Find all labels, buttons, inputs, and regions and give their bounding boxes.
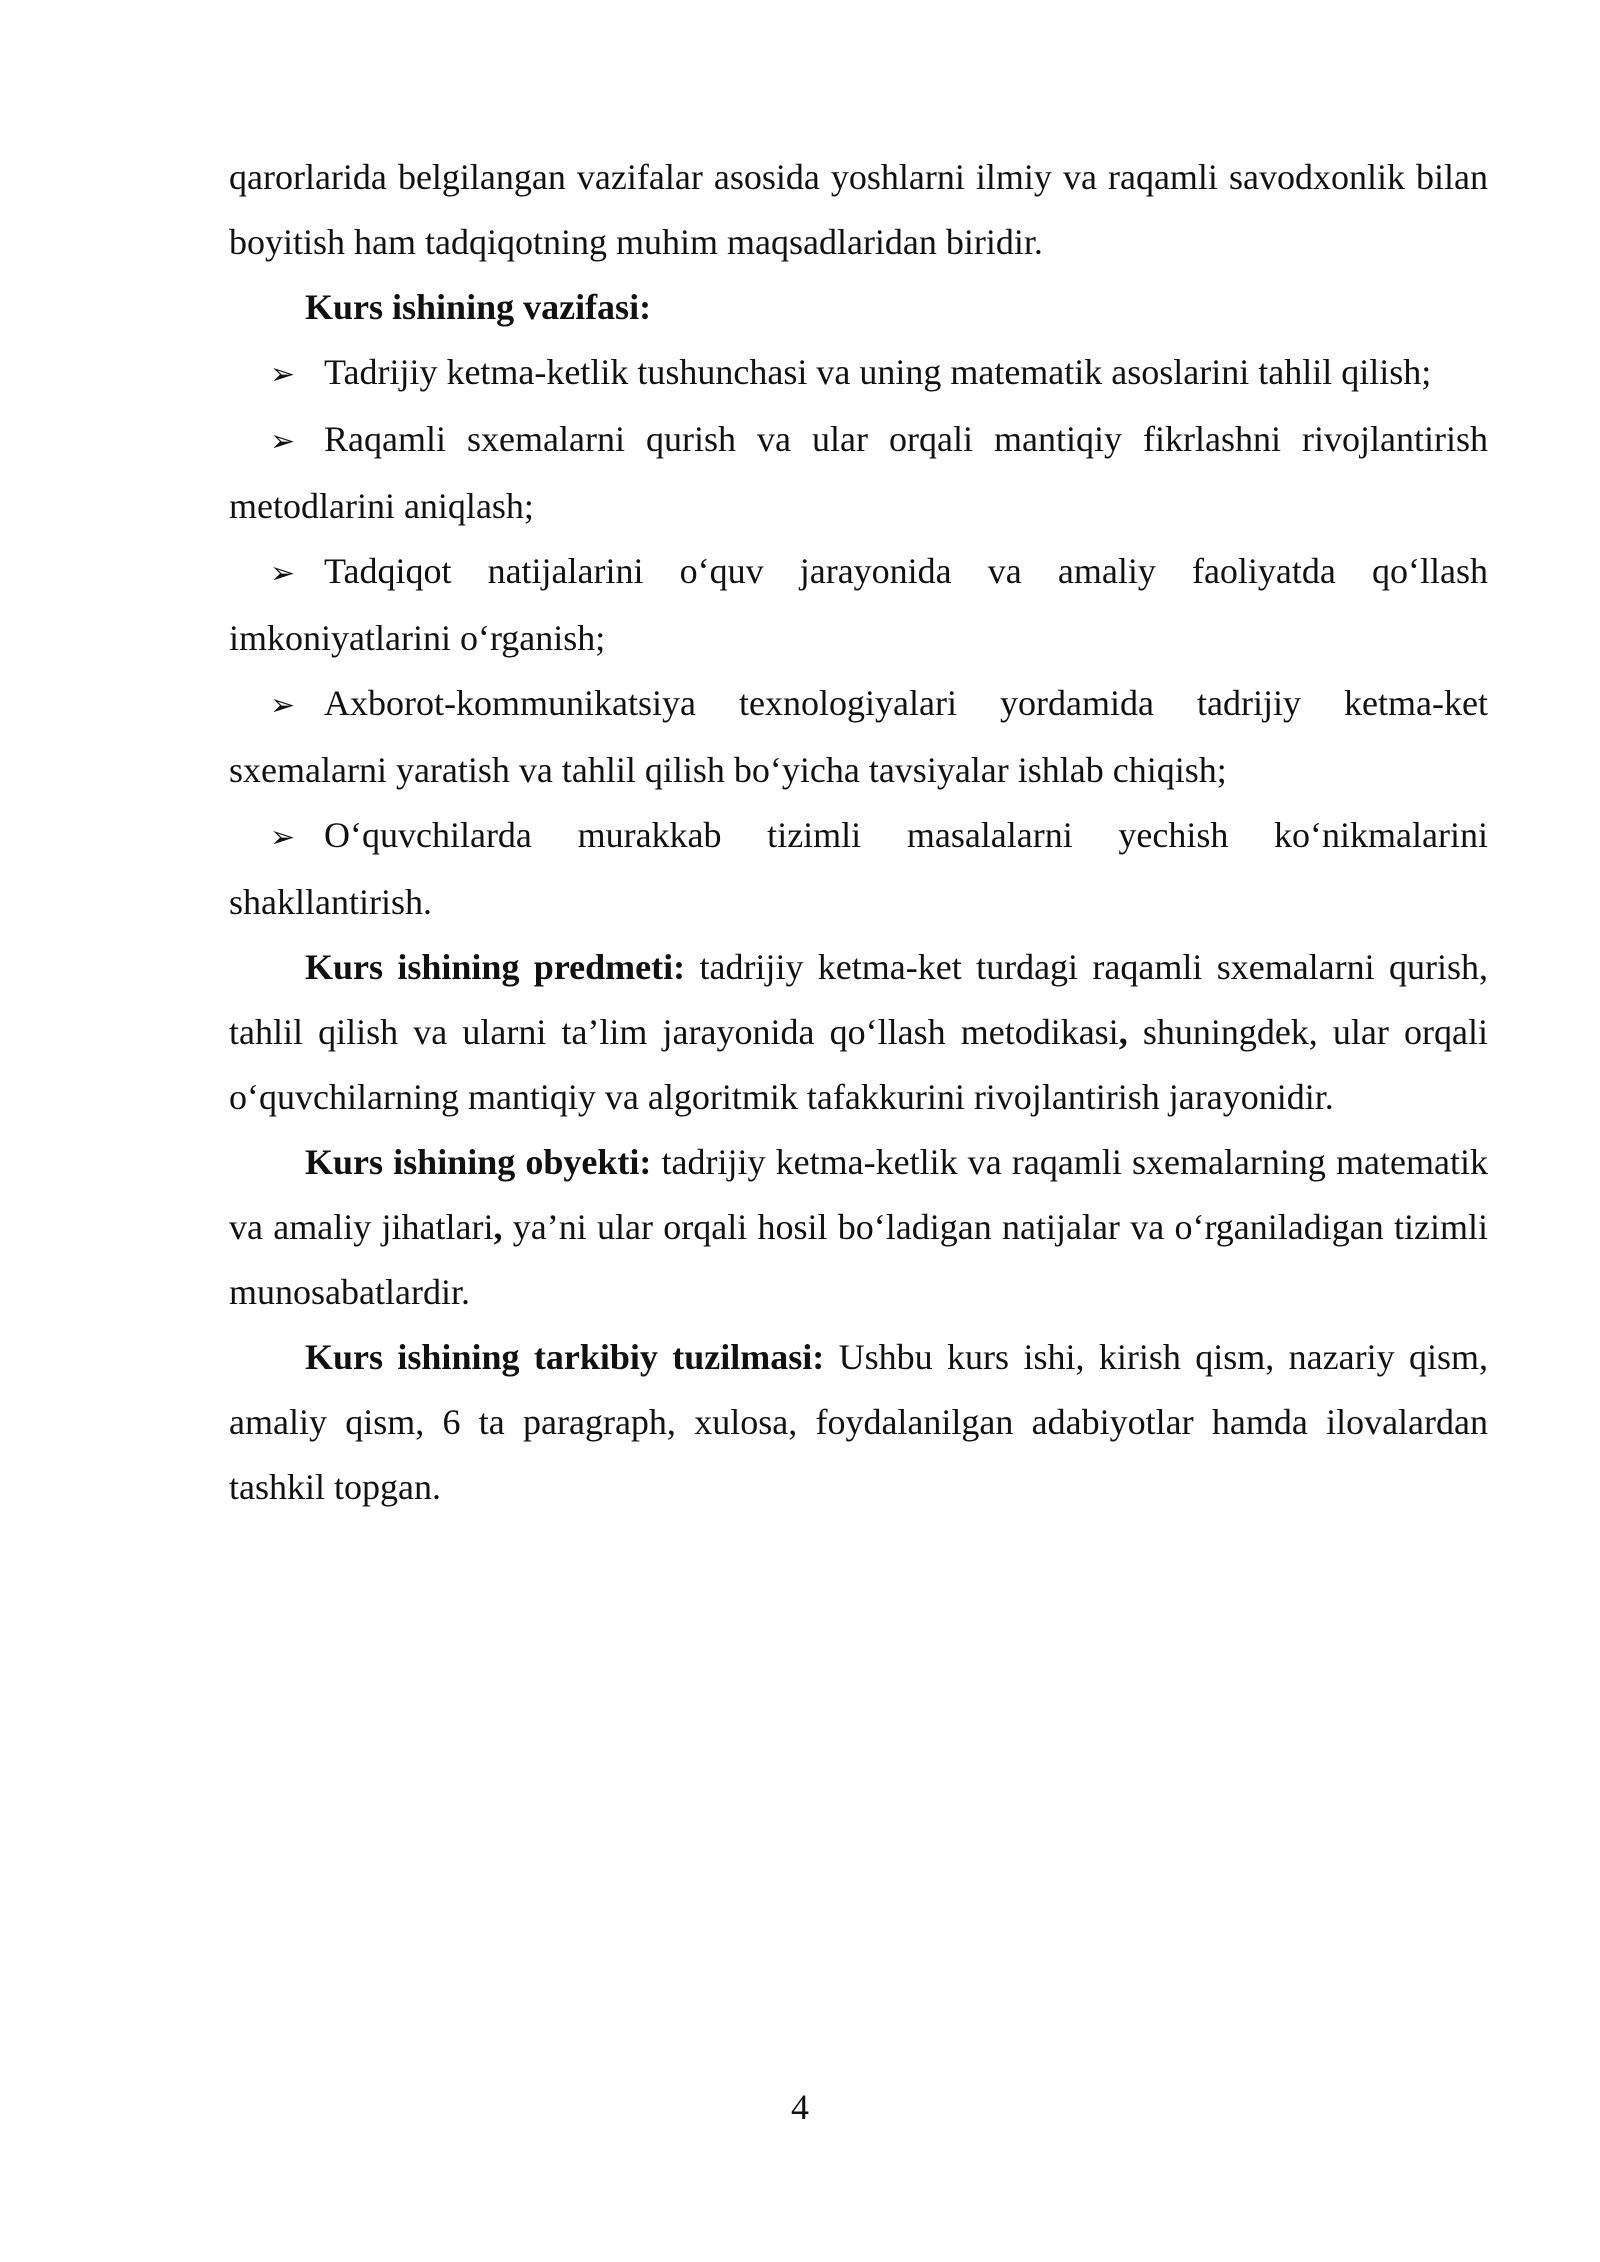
object-text-b: ya’ni ular orqali hosil bo‘ladigan natijalar va o‘rganiladigan tizimli munosabatlardir. (229, 1207, 1488, 1312)
structure-label: Kurs ishining tarkibiy tuzilmasi: (305, 1337, 825, 1377)
arrowhead-bullet-icon: ➢ (270, 820, 296, 855)
subject-text-b: shuningdek, ular orqali o‘quvchilarning mantiqiy va algoritmik tafakkurini rivojlantirish jarayonidir. (229, 1012, 1488, 1117)
list-item (229, 803, 1488, 935)
list-item-text: Tadqiqot natijalarini o‘quv jarayonida va amaliy faoliyatda qo‘llash imkoniyatlarini o‘rganish; (229, 551, 1488, 658)
structure-text: Ushbu kurs ishi, kirish qism, nazariy qism, amaliy qism, 6 ta paragraph, xulosa, foydalanilgan adabiyotlar hamda ilovalardan tashkil topgan. (229, 1337, 1488, 1507)
arrowhead-bullet-icon: ➢ (270, 556, 296, 591)
arrowhead-bullet-icon: ➢ (270, 688, 296, 723)
tasks-heading: Kurs ishining vazifasi: (305, 287, 652, 327)
subject-label: Kurs ishining predmeti: (305, 947, 686, 987)
structure-paragraph (229, 1325, 1488, 1520)
arrowhead-bullet-icon: ➢ (270, 424, 296, 459)
document-page (229, 145, 1488, 1520)
arrowhead-bullet-icon: ➢ (270, 357, 296, 392)
subject-text-a: tadrijiy ketma-ket turdagi raqamli sxemalarni qurish, tahlil qilish va ularni ta’lim jarayonida qo‘llash metodikasi (229, 947, 1489, 1052)
intro-continuation-paragraph: qarorlarida belgilangan vazifalar asosida yoshlarni ilmiy va raqamli savodxonlik bilan boyitish ham tadqiqotning muhim maqsadlaridan biridir. (229, 157, 1488, 262)
list-item (229, 539, 1488, 671)
object-paragraph (229, 1130, 1488, 1325)
list-item-text: Tadrijiy ketma-ketlik tushunchasi va uning matematik asoslarini tahlil qilish; (324, 352, 1432, 392)
object-text-a: tadrijiy ketma-ketlik va raqamli sxemalarning matematik va amaliy jihatlari (229, 1142, 1488, 1247)
subject-comma: , (1118, 1012, 1128, 1052)
list-item-text: Axborot-kommunikatsiya texnologiyalari yordamida tadrijiy ketma-ket sxemalarni yaratish va tahlil qilish bo‘yicha tavsiyalar ishlab chiqish; (229, 683, 1488, 790)
list-item (229, 671, 1488, 803)
object-label: Kurs ishining obyekti: (305, 1142, 652, 1182)
object-comma: , (493, 1207, 503, 1247)
list-item-text: O‘quvchilarda murakkab tizimli masalalarni yechish ko‘nikmalarini shakllantirish. (229, 815, 1488, 922)
list-item (229, 407, 1488, 539)
list-item (229, 340, 1488, 407)
tasks-list (229, 340, 1488, 935)
page-number: 4 (791, 2087, 809, 2127)
list-item-text: Raqamli sxemalarni qurish va ular orqali mantiqiy fikrlashni rivojlantirish metodlarini aniqlash; (229, 419, 1488, 526)
subject-paragraph (229, 935, 1488, 1130)
